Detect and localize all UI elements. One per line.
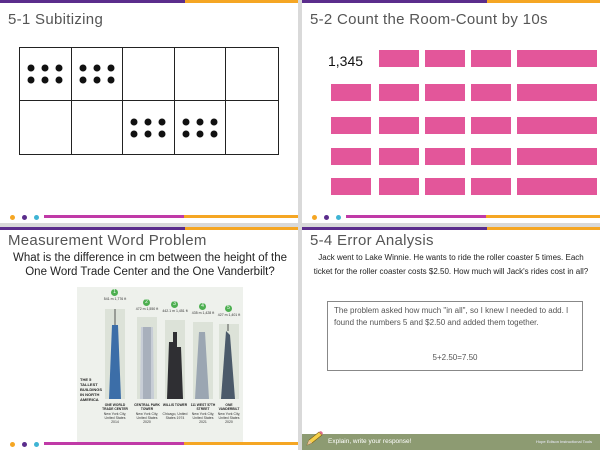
counting-block <box>517 117 557 134</box>
counting-block <box>471 50 511 67</box>
frame-cell <box>175 48 227 101</box>
tower-name-label: ONE WORLD TRADE CENTER <box>102 403 128 411</box>
tower-location-label: New York City, United States 2021 <box>191 412 215 424</box>
tower-rank-badge: 2 <box>143 299 150 306</box>
counting-block <box>425 178 465 195</box>
tower-rank-badge: 5 <box>225 305 232 312</box>
counting-block <box>517 178 557 195</box>
tower-name-label: ONE VANDERBILT <box>218 403 240 411</box>
counting-block <box>331 117 371 134</box>
tower-height-label: 541 m 1,776 ft <box>103 297 127 301</box>
counting-block <box>425 117 465 134</box>
top-accent-bar <box>302 0 600 9</box>
frame-cell <box>72 48 124 101</box>
tower-location-label: New York City, United States 2020 <box>135 412 159 424</box>
frame-cell <box>20 101 72 154</box>
tallest-buildings-infographic <box>77 287 243 443</box>
tower-height-label: 472 m 1,550 ft <box>135 307 159 311</box>
frame-cell <box>226 48 278 101</box>
tower-height-label: 435 m 1,428 ft <box>191 311 215 315</box>
counting-block <box>425 148 465 165</box>
student-equation: 5+2.50=7.50 <box>432 353 478 362</box>
counting-block <box>517 148 557 165</box>
top-accent-bar <box>0 0 298 9</box>
dot-group-six <box>131 118 166 137</box>
word-problem-text: Jack went to Lake Winnie. He wants to ride the roller coaster 5 times. Each ticket for the roller coaster costs $2.50. How much will Jack's rides cost in all? <box>313 253 589 276</box>
slide-count-room[interactable] <box>302 0 600 223</box>
tower-location-label: New York City, United States 2014 <box>103 412 127 424</box>
frame-cell <box>20 48 72 101</box>
bottom-accent-bar <box>0 211 298 223</box>
frame-cell <box>123 48 175 101</box>
tower-height-label: 427 m 1,401 ft <box>217 313 241 317</box>
counting-block <box>379 84 419 101</box>
counting-block <box>557 117 597 134</box>
tower-rank-badge: 3 <box>171 301 178 308</box>
counting-block <box>331 84 371 101</box>
slide-title: 5-1 Subitizing <box>8 11 104 28</box>
frame-cell <box>226 101 278 154</box>
tower-height-label: 442.1 m 1,451 ft <box>162 309 188 313</box>
question-text: What is the difference in cm between the height of the One Word Trade Center and the One Vanderbilt? <box>12 252 288 278</box>
counting-block <box>557 148 597 165</box>
counting-block <box>425 50 465 67</box>
counting-block <box>379 117 419 134</box>
student-response-text: The problem asked how much "in all", so I knew I needed to add. I found the numbers 5 and $2.50 and added them together. <box>334 306 569 327</box>
counting-block <box>517 84 557 101</box>
slide-title: 5-4 Error Analysis <box>310 232 434 249</box>
footer-credit: Hope Edison Instructional Tools <box>536 439 592 444</box>
slide-measurement[interactable] <box>0 227 298 450</box>
footer-instruction: Explain, write your response! <box>328 438 412 445</box>
count-label: 1,345 <box>328 53 364 69</box>
dot-group-six <box>28 65 63 84</box>
counting-block <box>471 178 511 195</box>
slide-error-analysis[interactable] <box>302 227 600 450</box>
frame-cell <box>72 101 124 154</box>
counting-block <box>557 84 597 101</box>
tower-rank-badge: 1 <box>111 289 118 296</box>
ten-frame-grid <box>19 47 279 155</box>
dot-group-six <box>183 118 218 137</box>
tower-name-label: CENTRAL PARK TOWER <box>134 403 160 411</box>
infographic-legend: THE 5 TALLEST BUILDINGS IN NORTH AMERICA <box>80 377 102 402</box>
footer-bar <box>302 434 600 450</box>
counting-block <box>557 50 597 67</box>
slide-subitizing[interactable] <box>0 0 298 223</box>
pencil-icon <box>304 430 324 448</box>
bottom-accent-bar <box>302 211 600 223</box>
frame-cell <box>175 101 227 154</box>
slide-title: 5-2 Count the Room-Count by 10s <box>310 11 548 28</box>
tower-name-label: 111 WEST 57TH STREET <box>190 403 216 411</box>
counting-block <box>557 178 597 195</box>
slide-title: Measurement Word Problem <box>8 232 207 249</box>
counting-block <box>379 50 419 67</box>
frame-cell <box>123 101 175 154</box>
tower-rank-badge: 4 <box>199 303 206 310</box>
counting-block <box>331 178 371 195</box>
counting-block <box>425 84 465 101</box>
counting-block <box>331 148 371 165</box>
tower-location-label: Chicago, United States 1974 <box>162 412 188 420</box>
counting-block <box>517 50 557 67</box>
counting-block <box>471 148 511 165</box>
counting-block <box>471 117 511 134</box>
tower-name-label: WILLIS TOWER <box>162 403 188 407</box>
counting-block <box>379 148 419 165</box>
dot-group-six <box>79 65 114 84</box>
bottom-accent-bar <box>0 438 298 450</box>
counting-block <box>379 178 419 195</box>
tower-location-label: New York City, United States 2020 <box>217 412 241 424</box>
counting-block <box>471 84 511 101</box>
student-response-box <box>327 301 583 371</box>
